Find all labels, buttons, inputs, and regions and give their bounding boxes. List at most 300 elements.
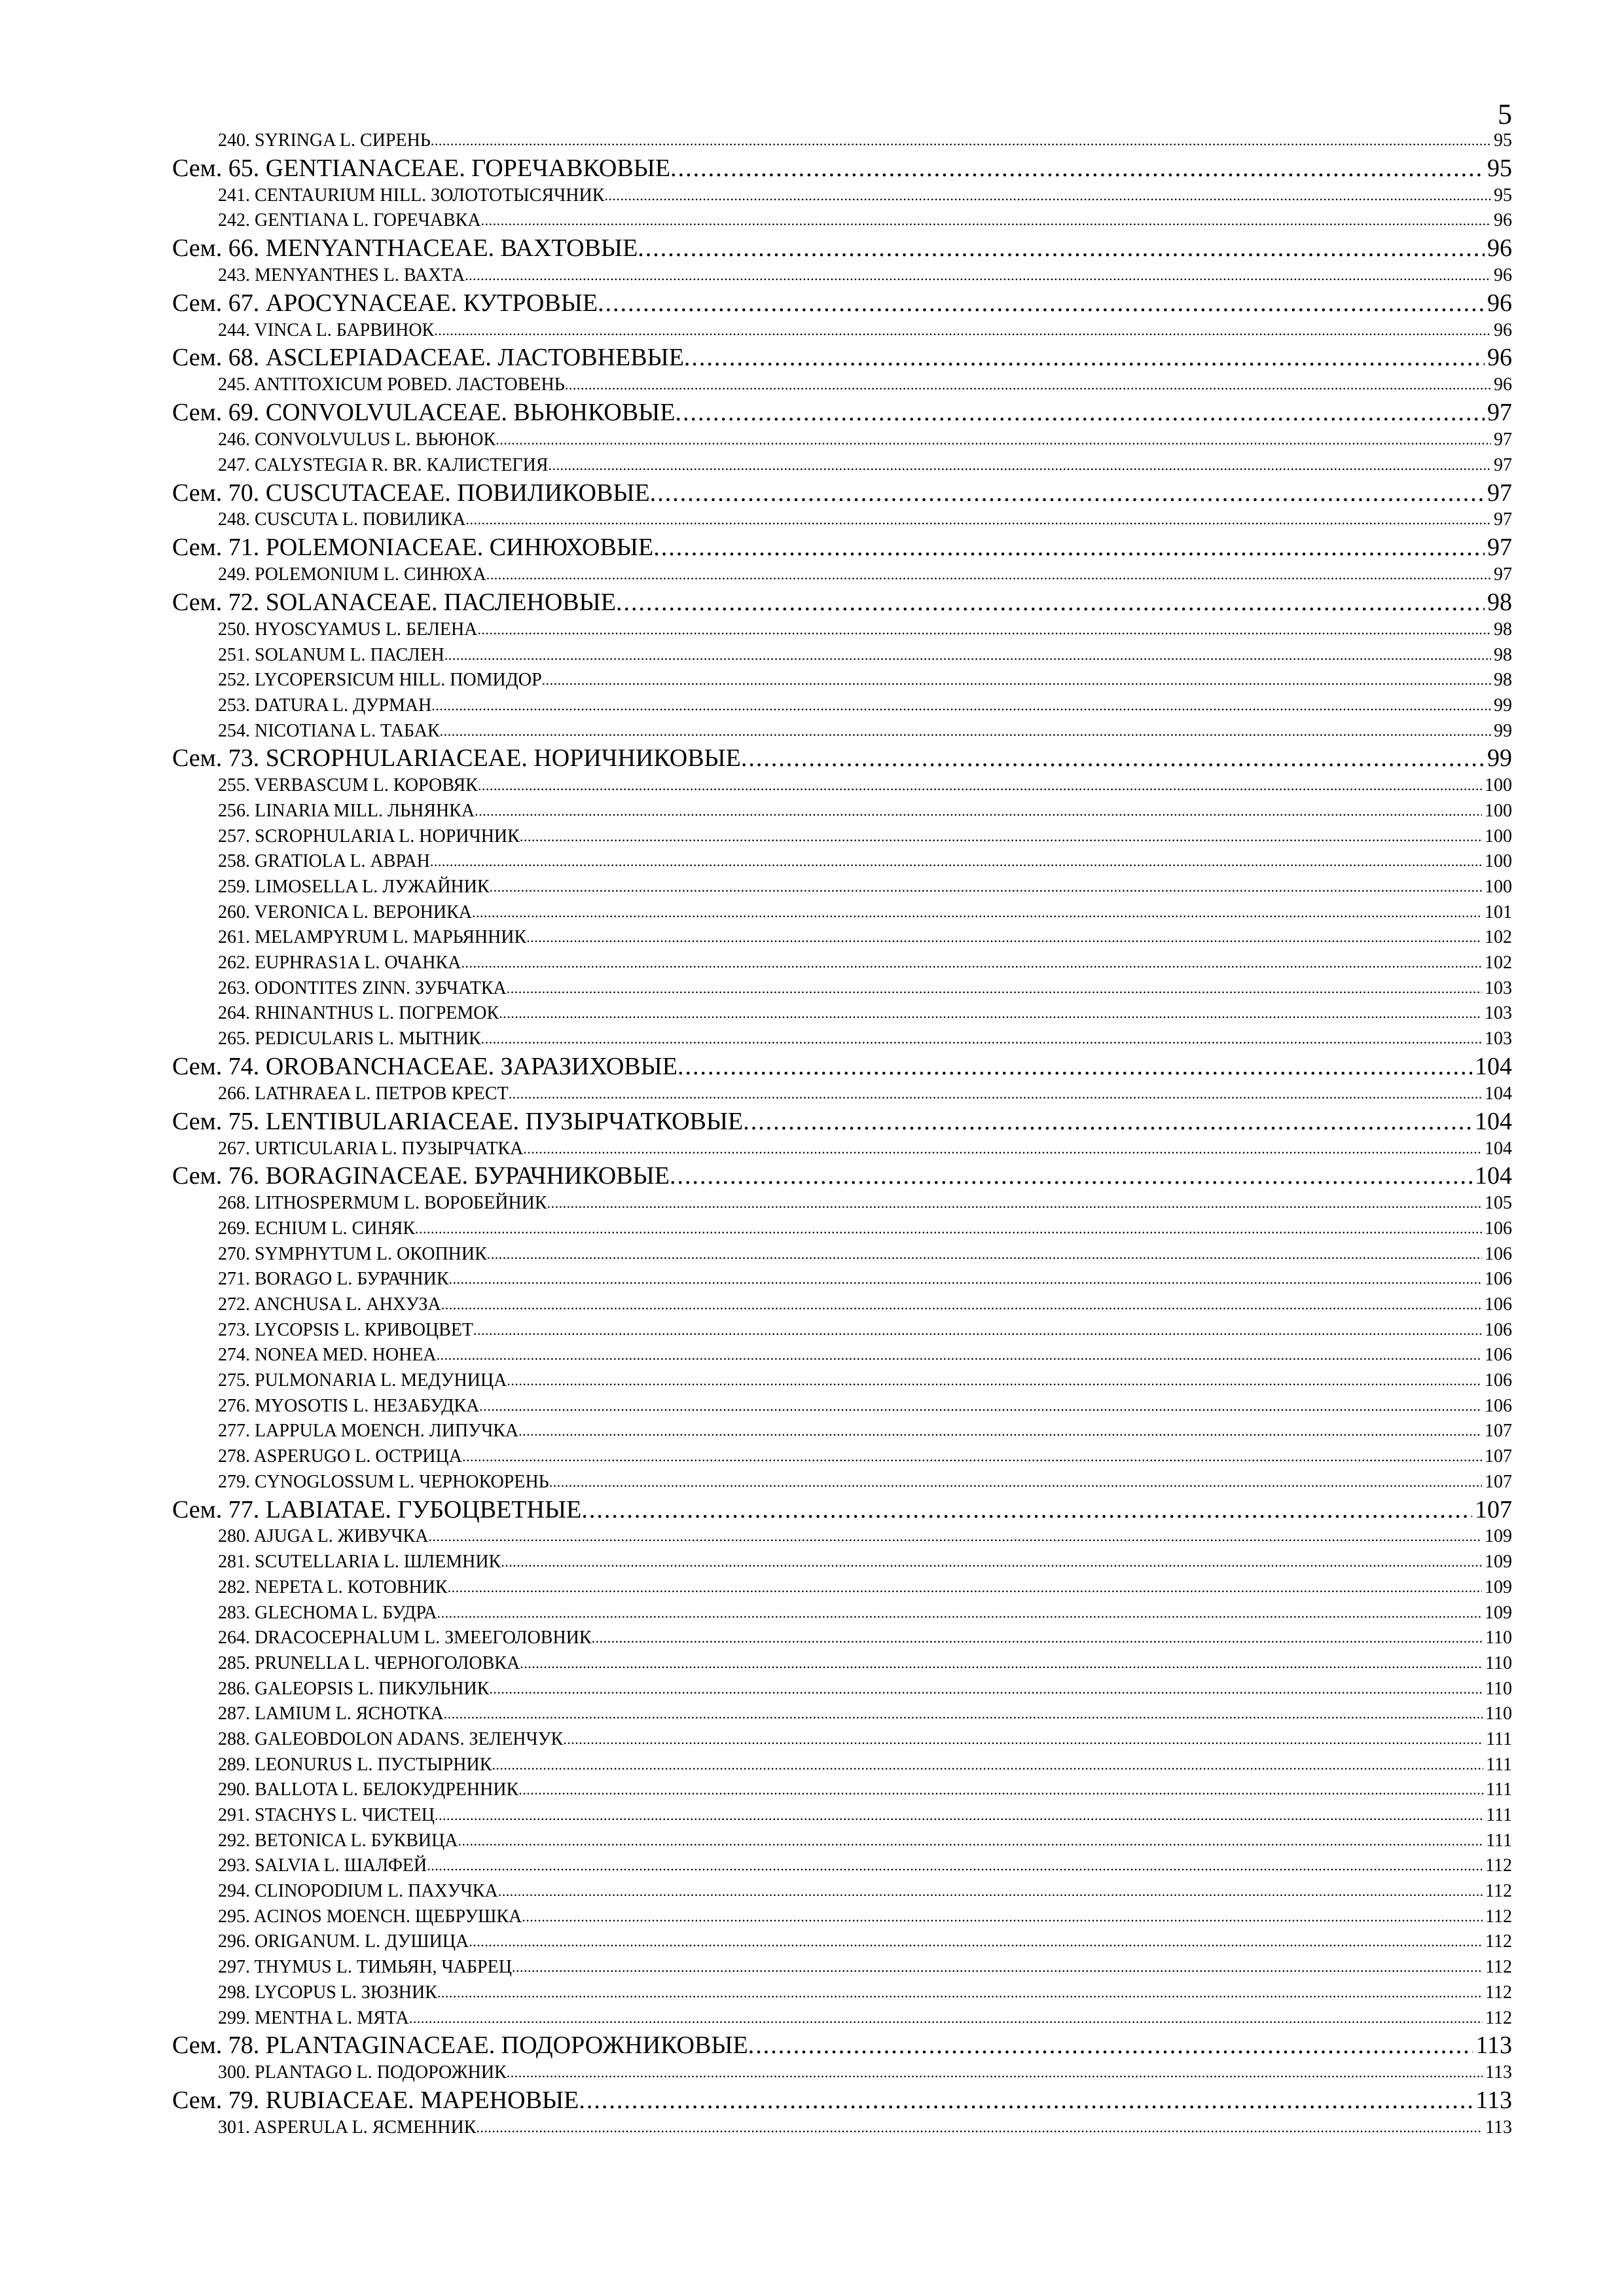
toc-entry-page: 109 xyxy=(1485,1526,1512,1547)
toc-entry-label: 288. GALEOBDOLON ADANS. ЗЕЛЕНЧУК xyxy=(218,1728,564,1749)
dot-leader xyxy=(437,1343,1482,1368)
toc-entry-page: 104 xyxy=(1475,1162,1512,1190)
toc-entry-label: 291. STACHYS L. ЧИСТЕЦ xyxy=(218,1805,435,1826)
dot-leader xyxy=(477,617,1491,643)
dot-leader xyxy=(478,773,1482,799)
dot-leader xyxy=(465,263,1491,289)
toc-entry-label: Сем. 73. SCROPHULARIACEAE. НОРИЧНИКОВЫЕ xyxy=(172,744,741,773)
toc-entry-label: 269. ECHIUM L. СИНЯК xyxy=(218,1218,416,1239)
toc-entry-label: 300. PLANTAGO L. ПОДОРОЖНИК xyxy=(218,2062,507,2083)
dot-leader xyxy=(481,208,1491,234)
dot-leader xyxy=(670,1161,1472,1191)
toc-entry-page: 112 xyxy=(1485,2007,1512,2028)
toc-genus-entry xyxy=(172,799,1512,824)
dot-leader xyxy=(487,1242,1482,1267)
toc-entry-label: 297. THYMUS L. ТИМЬЯН, ЧАБРЕЦ xyxy=(218,1957,512,1978)
dot-leader xyxy=(448,1575,1482,1601)
dot-leader xyxy=(563,1727,1483,1753)
toc-genus-entry xyxy=(172,562,1512,588)
dot-leader xyxy=(520,1651,1483,1677)
toc-entry-label: Сем. 65. GENTIANACEAE. ГОРЕЧАВКОВЫЕ xyxy=(172,154,671,182)
toc-entry-label: 289. LEONURUS L. ПУСТЫРНИК xyxy=(218,1754,492,1775)
toc-genus-entry xyxy=(172,1601,1512,1626)
dot-leader xyxy=(549,453,1491,479)
table-of-contents xyxy=(172,128,1512,2141)
toc-genus-entry xyxy=(172,1702,1512,1727)
dot-leader xyxy=(409,2006,1483,2032)
toc-entry-label: Сем. 75. LENTIBULARIACEAE. ПУЗЫРЧАТКОВЫЕ xyxy=(172,1107,744,1135)
dot-leader xyxy=(444,643,1491,668)
dot-leader xyxy=(449,1267,1482,1292)
dot-leader xyxy=(458,1829,1484,1854)
toc-entry-page: 98 xyxy=(1487,588,1512,616)
toc-entry-page: 110 xyxy=(1485,1678,1512,1699)
toc-entry-page: 111 xyxy=(1486,1830,1512,1851)
toc-genus-entry xyxy=(172,1955,1512,1980)
toc-entry-label: 248. CUSCUTA L. ПОВИЛИКА xyxy=(218,509,466,530)
toc-genus-entry xyxy=(172,1575,1512,1601)
toc-genus-entry xyxy=(172,1137,1512,1162)
toc-entry-page: 113 xyxy=(1485,2117,1512,2138)
toc-entry-label: Сем. 74. OROBANCHACEAE. ЗАРАЗИХОВЫЕ xyxy=(172,1052,678,1080)
toc-family-entry xyxy=(172,398,1512,428)
toc-entry-label: 282. NEPETA L. КОТОВНИК xyxy=(218,1576,448,1597)
toc-entry-label: Сем. 67. APOCYNACEAE. КУТРОВЫЕ xyxy=(172,289,598,317)
toc-entry-page: 96 xyxy=(1487,234,1512,263)
toc-family-entry xyxy=(172,234,1512,263)
toc-entry-page: 105 xyxy=(1485,1193,1512,1214)
toc-genus-entry xyxy=(172,1651,1512,1677)
dot-leader xyxy=(428,1525,1482,1550)
toc-entry-page: 110 xyxy=(1485,1704,1512,1724)
toc-genus-entry xyxy=(172,1191,1512,1216)
toc-entry-label: 287. LAMIUM L. ЯСНОТКА xyxy=(218,1704,444,1724)
toc-entry-page: 99 xyxy=(1487,744,1512,773)
toc-entry-label: 292. BETONICA L. БУКВИЦА xyxy=(218,1830,458,1851)
dot-leader xyxy=(415,1216,1482,1242)
toc-genus-entry xyxy=(172,773,1512,799)
toc-entry-page: 100 xyxy=(1485,877,1512,898)
dot-leader xyxy=(437,1980,1483,2006)
toc-entry-label: 299. MENTHA L. МЯТА xyxy=(218,2007,409,2028)
dot-leader xyxy=(501,1550,1482,1575)
toc-genus-entry xyxy=(172,719,1512,744)
toc-entry-page: 106 xyxy=(1485,1243,1512,1264)
toc-entry-page: 97 xyxy=(1494,429,1512,450)
toc-entry-label: 274. NONEA MED. НОНЕА xyxy=(218,1345,437,1366)
dot-leader xyxy=(518,1419,1482,1444)
toc-genus-entry xyxy=(172,900,1512,926)
toc-entry-label: 251. SOLANUM L. ПАСЛЕН xyxy=(218,644,444,665)
toc-family-entry xyxy=(172,154,1512,183)
dot-leader xyxy=(496,428,1491,453)
toc-entry-page: 109 xyxy=(1485,1602,1512,1623)
toc-entry-label: Сем. 79. RUBIACEAE. МАРЕНОВЫЕ xyxy=(172,2086,579,2114)
toc-entry-page: 112 xyxy=(1485,1957,1512,1978)
toc-entry-label: 262. EUPHRAS1A L. ОЧАНКА xyxy=(218,953,461,974)
toc-entry-label: 242. GENTIANA L. ГОРЕЧАВКА xyxy=(218,210,481,231)
toc-genus-entry xyxy=(172,128,1512,154)
toc-entry-label: 250. HYOSCYAMUS L. БЕЛЕНА xyxy=(218,619,478,640)
toc-genus-entry xyxy=(172,1727,1512,1753)
dot-leader xyxy=(650,479,1485,508)
toc-entry-label: 264. RHINANTHUS L. ПОГРЕМОК xyxy=(218,1003,499,1024)
toc-entry-page: 99 xyxy=(1494,720,1512,741)
toc-entry-page: 96 xyxy=(1494,374,1512,395)
toc-entry-page: 111 xyxy=(1486,1728,1512,1749)
dot-leader xyxy=(434,318,1491,344)
toc-entry-page: 104 xyxy=(1475,1052,1512,1080)
dot-leader xyxy=(507,2060,1483,2086)
dot-leader xyxy=(475,799,1482,824)
toc-entry-label: 261. MELAMPYRUM L. МАРЬЯННИК xyxy=(218,927,527,948)
toc-genus-entry xyxy=(172,1677,1512,1702)
dot-leader xyxy=(616,588,1485,617)
toc-entry-page: 96 xyxy=(1494,210,1512,231)
toc-genus-entry xyxy=(172,183,1512,209)
dot-leader xyxy=(431,693,1491,719)
dot-leader xyxy=(499,1002,1482,1027)
toc-entry-label: Сем. 69. CONVOLVULACEAE. ВЬЮНКОВЫЕ xyxy=(172,399,676,427)
toc-entry-page: 106 xyxy=(1485,1319,1512,1340)
toc-genus-entry xyxy=(172,824,1512,850)
dot-leader xyxy=(509,1082,1482,1107)
dot-leader xyxy=(547,1191,1482,1216)
dot-leader xyxy=(427,1853,1483,1879)
toc-entry-label: 298. LYCOPUS L. ЗЮЗНИК xyxy=(218,1982,437,2003)
toc-family-entry xyxy=(172,2086,1512,2115)
toc-entry-page: 100 xyxy=(1485,775,1512,796)
toc-entry-label: 260. VERONICA L. ВЕРОНИКА xyxy=(218,902,472,922)
toc-genus-entry xyxy=(172,2115,1512,2141)
toc-entry-page: 104 xyxy=(1485,1083,1512,1104)
toc-entry-page: 95 xyxy=(1487,154,1512,182)
toc-entry-label: Сем. 70. CUSCUTACEAE. ПОВИЛИКОВЫЕ xyxy=(172,479,650,507)
toc-family-entry xyxy=(172,343,1512,373)
toc-entry-label: 263. ODONTITES ZINN. ЗУБЧАТКА xyxy=(218,977,507,998)
dot-leader xyxy=(440,719,1491,744)
dot-leader xyxy=(518,1777,1483,1803)
toc-entry-label: Сем. 77. LABIATAE. ГУБОЦВЕТНЫЕ xyxy=(172,1495,582,1523)
toc-genus-entry xyxy=(172,453,1512,479)
toc-entry-page: 96 xyxy=(1487,289,1512,317)
toc-entry-page: 96 xyxy=(1494,319,1512,340)
toc-genus-entry xyxy=(172,1904,1512,1930)
toc-genus-entry xyxy=(172,1803,1512,1829)
toc-entry-label: Сем. 71. POLEMONIACEAE. СИНЮХОВЫЕ xyxy=(172,534,654,562)
toc-entry-page: 98 xyxy=(1494,619,1512,640)
toc-entry-label: 253. DATURA L. ДУРМАН xyxy=(218,695,432,716)
toc-genus-entry xyxy=(172,1753,1512,1778)
toc-entry-page: 97 xyxy=(1494,564,1512,585)
toc-entry-label: 293. SALVIA L. ШАЛФЕЙ xyxy=(218,1855,427,1876)
dot-leader xyxy=(476,2115,1483,2141)
toc-entry-page: 96 xyxy=(1494,265,1512,286)
toc-entry-page: 100 xyxy=(1485,826,1512,847)
toc-entry-page: 111 xyxy=(1486,1805,1512,1826)
toc-entry-label: 270. SYMPHYTUM L. ОКОПНИК xyxy=(218,1243,487,1264)
toc-entry-page: 111 xyxy=(1486,1779,1512,1800)
toc-entry-page: 103 xyxy=(1485,977,1512,998)
toc-entry-label: 301. ASPERULA L. ЯСМЕННИК xyxy=(218,2117,477,2138)
toc-entry-page: 112 xyxy=(1485,1931,1512,1952)
toc-genus-entry xyxy=(172,318,1512,344)
toc-entry-label: 295. ACINOS MOENCH. ЩЕБРУШКА xyxy=(218,1906,522,1927)
toc-genus-entry xyxy=(172,1394,1512,1419)
toc-entry-label: 240. SYRINGA L. СИРЕНЬ xyxy=(218,130,431,151)
toc-entry-label: Сем. 76. BORAGINACEAE. БУРАЧНИКОВЫЕ xyxy=(172,1162,670,1190)
toc-entry-label: 279. CYNOGLOSSUM L. ЧЕРНОКОРЕНЬ xyxy=(218,1471,549,1492)
toc-genus-entry xyxy=(172,1242,1512,1267)
toc-entry-label: 281. SCUTELLARIA L. ШЛЕМНИК xyxy=(218,1552,501,1573)
dot-leader xyxy=(490,875,1482,900)
toc-genus-entry xyxy=(172,428,1512,453)
toc-entry-label: 277. LAPPULA MOENCH. ЛИПУЧКА xyxy=(218,1421,519,1442)
dot-leader xyxy=(676,398,1485,428)
toc-entry-label: 266. LATHRAEA L. ПЕТРОВ КРЕСТ xyxy=(218,1083,509,1104)
dot-leader xyxy=(523,1137,1482,1162)
toc-entry-page: 107 xyxy=(1485,1446,1512,1467)
toc-genus-entry xyxy=(172,1930,1512,1956)
toc-entry-label: 255. VERBASCUM L. КОРОВЯК xyxy=(218,775,478,796)
toc-entry-page: 103 xyxy=(1485,1003,1512,1024)
toc-genus-entry xyxy=(172,2060,1512,2086)
dot-leader xyxy=(579,2086,1473,2115)
dot-leader xyxy=(604,183,1491,209)
dot-leader xyxy=(479,1394,1482,1419)
dot-leader xyxy=(441,1292,1482,1318)
toc-entry-label: 280. AJUGA L. ЖИВУЧКА xyxy=(218,1526,429,1547)
dot-leader xyxy=(444,1702,1483,1727)
toc-entry-label: Сем. 68. ASCLEPIADACEAE. ЛАСТОВНЕВЫЕ xyxy=(172,344,684,372)
toc-entry-label: 272. ANCHUSA L. АНХУЗА xyxy=(218,1294,441,1315)
toc-entry-label: 285. PRUNELLA L. ЧЕРНОГОЛОВКА xyxy=(218,1652,520,1673)
toc-genus-entry xyxy=(172,1216,1512,1242)
toc-entry-label: Сем. 66. MENYANTHACEAE. ВАХТОВЫЕ xyxy=(172,234,638,263)
toc-genus-entry xyxy=(172,1879,1512,1904)
toc-entry-page: 113 xyxy=(1475,2032,1512,2060)
toc-entry-label: 268. LITHOSPERMUM L. ВОРОБЕЙНИК xyxy=(218,1193,547,1214)
toc-entry-label: Сем. 72. SOLANACEAE. ПАСЛЕНОВЫЕ xyxy=(172,588,617,616)
toc-entry-page: 104 xyxy=(1485,1138,1512,1159)
dot-leader xyxy=(507,976,1482,1002)
toc-entry-label: 264. DRACOCEPHALUM L. ЗМЕЕГОЛОВНИК xyxy=(218,1628,592,1649)
dot-leader xyxy=(520,824,1482,850)
toc-genus-entry xyxy=(172,1002,1512,1027)
toc-family-entry xyxy=(172,479,1512,508)
toc-genus-entry xyxy=(172,1292,1512,1318)
dot-leader xyxy=(472,900,1482,926)
toc-genus-entry xyxy=(172,263,1512,289)
toc-genus-entry xyxy=(172,208,1512,234)
dot-leader xyxy=(549,1470,1482,1495)
toc-entry-page: 106 xyxy=(1485,1370,1512,1391)
toc-entry-page: 112 xyxy=(1485,1881,1512,1902)
toc-entry-label: 275. PULMONARIA L. МЕДУНИЦА xyxy=(218,1370,507,1391)
toc-genus-entry xyxy=(172,373,1512,398)
toc-entry-page: 98 xyxy=(1494,644,1512,665)
dot-leader xyxy=(638,234,1485,263)
toc-entry-page: 106 xyxy=(1485,1269,1512,1290)
toc-entry-page: 111 xyxy=(1486,1754,1512,1775)
toc-entry-label: 258. GRATIOLA L. АВРАН xyxy=(218,851,430,872)
dot-leader xyxy=(430,849,1482,875)
toc-entry-page: 106 xyxy=(1485,1395,1512,1416)
dot-leader xyxy=(743,1107,1472,1137)
toc-family-entry xyxy=(172,1161,1512,1191)
toc-entry-label: 245. ANTITOXICUM POBED. ЛАСТОВЕНЬ xyxy=(218,374,565,395)
toc-genus-entry xyxy=(172,1343,1512,1368)
toc-entry-page: 99 xyxy=(1494,695,1512,716)
toc-genus-entry xyxy=(172,1626,1512,1651)
toc-genus-entry xyxy=(172,643,1512,668)
dot-leader xyxy=(462,1444,1482,1470)
toc-entry-page: 95 xyxy=(1494,130,1512,151)
dot-leader xyxy=(542,668,1491,693)
toc-entry-page: 102 xyxy=(1485,953,1512,974)
toc-entry-label: 290. BALLOTA L. БЕЛОКУДРЕННИК xyxy=(218,1779,519,1800)
toc-entry-page: 104 xyxy=(1475,1107,1512,1135)
dot-leader xyxy=(653,533,1485,562)
toc-entry-page: 110 xyxy=(1485,1652,1512,1673)
toc-entry-label: 252. LYCOPERSICUM HILL. ПОМИДОР xyxy=(218,670,542,691)
dot-leader xyxy=(498,1879,1483,1904)
toc-entry-label: 249. POLEMONIUM L. СИНЮХА xyxy=(218,564,486,585)
toc-family-entry xyxy=(172,744,1512,773)
toc-family-entry xyxy=(172,289,1512,318)
toc-entry-page: 112 xyxy=(1485,1855,1512,1876)
dot-leader xyxy=(465,508,1491,534)
dot-leader xyxy=(512,1955,1483,1980)
toc-entry-label: 296. ORIGANUM. L. ДУШИЦА xyxy=(218,1931,469,1952)
toc-genus-entry xyxy=(172,508,1512,534)
toc-entry-page: 95 xyxy=(1494,185,1512,206)
toc-entry-label: 247. CALYSTEGIA R. BR. КАЛИСТЕГИЯ xyxy=(218,454,549,475)
toc-entry-page: 97 xyxy=(1487,534,1512,562)
dot-leader xyxy=(522,1904,1483,1930)
toc-entry-label: 244. VINCA L. БАРВИНОК xyxy=(218,319,435,340)
toc-entry-page: 107 xyxy=(1475,1495,1512,1523)
toc-entry-label: 265. PEDICULARIS L. МЫТНИК xyxy=(218,1029,481,1049)
toc-genus-entry xyxy=(172,2006,1512,2032)
toc-entry-label: 246. CONVOLVULUS L. ВЬЮНОК xyxy=(218,429,496,450)
dot-leader xyxy=(473,1318,1482,1343)
toc-entry-page: 109 xyxy=(1485,1576,1512,1597)
toc-genus-entry xyxy=(172,1444,1512,1470)
toc-genus-entry xyxy=(172,1550,1512,1575)
toc-genus-entry xyxy=(172,1980,1512,2006)
toc-genus-entry xyxy=(172,1525,1512,1550)
toc-entry-label: 241. CENTAURIUM HILL. ЗОЛОТОТЫСЯЧНИК xyxy=(218,185,605,206)
toc-genus-entry xyxy=(172,976,1512,1002)
toc-entry-page: 100 xyxy=(1485,800,1512,821)
toc-entry-page: 97 xyxy=(1494,509,1512,530)
toc-entry-page: 100 xyxy=(1485,851,1512,872)
toc-genus-entry xyxy=(172,1318,1512,1343)
toc-genus-entry xyxy=(172,1082,1512,1107)
dot-leader xyxy=(469,1930,1483,1956)
toc-entry-label: 256. LINARIA MILL. ЛЬНЯНКА xyxy=(218,800,475,821)
toc-entry-page: 106 xyxy=(1485,1294,1512,1315)
toc-entry-page: 110 xyxy=(1485,1628,1512,1649)
dot-leader xyxy=(677,1052,1472,1082)
toc-entry-page: 103 xyxy=(1485,1029,1512,1049)
dot-leader xyxy=(741,744,1485,773)
toc-genus-entry xyxy=(172,951,1512,976)
toc-entry-label: 267. URTICULARIA L. ПУЗЫРЧАТКА xyxy=(218,1138,524,1159)
toc-entry-page: 107 xyxy=(1485,1421,1512,1442)
toc-entry-page: 107 xyxy=(1485,1471,1512,1492)
dot-leader xyxy=(598,289,1485,318)
dot-leader xyxy=(581,1495,1472,1525)
toc-entry-label: 257. SCROPHULARIA L. НОРИЧНИК xyxy=(218,826,520,847)
toc-entry-page: 97 xyxy=(1494,454,1512,475)
toc-entry-page: 109 xyxy=(1485,1552,1512,1573)
toc-family-entry xyxy=(172,533,1512,562)
toc-entry-page: 98 xyxy=(1494,670,1512,691)
toc-entry-label: 276. MYOSOTIS L. НЕЗАБУДКА xyxy=(218,1395,480,1416)
dot-leader xyxy=(437,1601,1482,1626)
toc-entry-page: 101 xyxy=(1485,902,1512,922)
page-number: 5 xyxy=(1498,98,1512,130)
toc-genus-entry xyxy=(172,1419,1512,1444)
dot-leader xyxy=(592,1626,1483,1651)
dot-leader xyxy=(461,951,1482,976)
toc-entry-label: 278. ASPERUGO L. ОСТРИЦА xyxy=(218,1446,462,1467)
toc-genus-entry xyxy=(172,1267,1512,1292)
dot-leader xyxy=(748,2031,1473,2060)
dot-leader xyxy=(684,343,1485,373)
toc-genus-entry xyxy=(172,1777,1512,1803)
toc-entry-page: 97 xyxy=(1487,479,1512,507)
toc-entry-page: 96 xyxy=(1487,344,1512,372)
toc-genus-entry xyxy=(172,1368,1512,1394)
toc-entry-label: 294. CLINOPODIUM L. ПАХУЧКА xyxy=(218,1881,498,1902)
dot-leader xyxy=(435,1803,1483,1829)
toc-entry-label: 286. GALEOPSIS L. ПИКУЛЬНИК xyxy=(218,1678,490,1699)
toc-genus-entry xyxy=(172,617,1512,643)
toc-genus-entry xyxy=(172,875,1512,900)
dot-leader xyxy=(489,1677,1483,1702)
toc-entry-label: 283. GLECHOMA L. БУДРА xyxy=(218,1602,437,1623)
toc-entry-page: 97 xyxy=(1487,399,1512,427)
toc-family-entry xyxy=(172,1052,1512,1082)
toc-family-entry xyxy=(172,588,1512,617)
toc-family-entry xyxy=(172,1107,1512,1137)
toc-entry-page: 106 xyxy=(1485,1345,1512,1366)
dot-leader xyxy=(670,154,1485,183)
toc-entry-label: 254. NICOTIANA L. ТАБАК xyxy=(218,720,440,741)
toc-genus-entry xyxy=(172,668,1512,693)
dot-leader xyxy=(565,373,1491,398)
toc-genus-entry xyxy=(172,1853,1512,1879)
toc-genus-entry xyxy=(172,1470,1512,1495)
toc-genus-entry xyxy=(172,693,1512,719)
toc-entry-label: 243. MENYANTHES L. ВАХТА xyxy=(218,265,465,286)
toc-family-entry xyxy=(172,1495,1512,1525)
toc-genus-entry xyxy=(172,925,1512,951)
toc-entry-label: 271. BORAGO L. БУРАЧНИК xyxy=(218,1269,449,1290)
toc-family-entry xyxy=(172,2031,1512,2060)
dot-leader xyxy=(526,925,1482,951)
dot-leader xyxy=(486,562,1491,588)
toc-entry-page: 102 xyxy=(1485,927,1512,948)
dot-leader xyxy=(507,1368,1482,1394)
toc-genus-entry xyxy=(172,849,1512,875)
toc-genus-entry xyxy=(172,1829,1512,1854)
toc-entry-label: 259. LIMOSELLA L. ЛУЖАЙНИК xyxy=(218,877,490,898)
toc-entry-page: 113 xyxy=(1485,2062,1512,2083)
